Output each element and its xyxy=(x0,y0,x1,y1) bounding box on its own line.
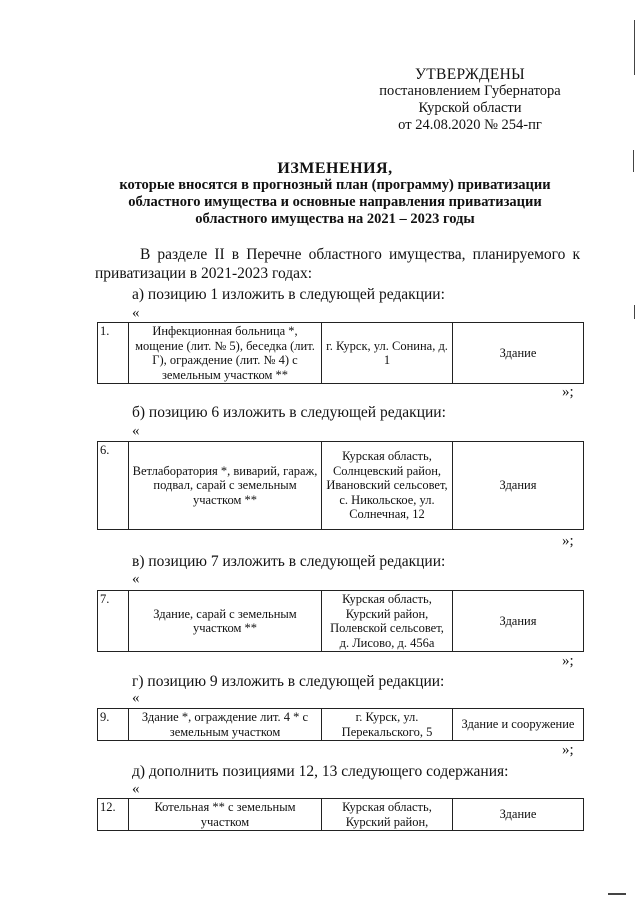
object-name: Ветлаборатория *, виварий, гараж, подвал, сарай с земельным участком ** xyxy=(129,442,322,530)
approval-line-2: Курской области xyxy=(418,100,522,116)
object-type: Здания xyxy=(453,442,584,530)
position-table-1 xyxy=(97,322,584,384)
object-address: Курская область, Курский район, Полевской сельсовет, д. Лисово, д. 456а xyxy=(322,591,453,652)
object-address: Курская область, Солнцевский район, Ивановский сельсовет, с. Никольское, ул. Солнечная, 12 xyxy=(322,442,453,530)
approval-line-3: от 24.08.2020 № 254-пг xyxy=(398,117,542,133)
position-number: 1. xyxy=(98,323,129,384)
object-type: Здание xyxy=(453,799,584,831)
document-title xyxy=(70,160,600,228)
approval-heading: УТВЕРЖДЕНЫ xyxy=(415,66,525,83)
scan-edge-mark xyxy=(608,893,626,895)
title-line-2: областного имущества и основные направления приватизации xyxy=(128,194,542,210)
approval-line-1: постановлением Губернатора xyxy=(379,83,561,99)
table-row xyxy=(98,799,584,831)
title-heading: ИЗМЕНЕНИЯ, xyxy=(277,160,393,177)
quote-open: « xyxy=(132,305,140,321)
quote-open: « xyxy=(132,781,140,797)
object-address: Курская область, Курский район, xyxy=(322,799,453,831)
instruction-b: б) позицию 6 изложить в следующей редакции: xyxy=(132,404,446,421)
table-row xyxy=(98,442,584,530)
quote-open: « xyxy=(132,423,140,439)
approval-block xyxy=(330,66,610,134)
object-address: г. Курск, ул. Сонина, д. 1 xyxy=(322,323,453,384)
instruction-c: в) позицию 7 изложить в следующей редакции: xyxy=(132,553,446,570)
position-table-12 xyxy=(97,798,584,831)
quote-close: »; xyxy=(562,384,574,400)
scan-edge-mark xyxy=(633,150,634,172)
object-type: Здание и сооружение xyxy=(453,709,584,741)
instruction-a: а) позицию 1 изложить в следующей редакции: xyxy=(132,286,445,303)
position-number: 9. xyxy=(98,709,129,741)
quote-close: »; xyxy=(562,742,574,758)
position-number: 7. xyxy=(98,591,129,652)
object-type: Здание xyxy=(453,323,584,384)
object-name: Здание *, ограждение лит. 4 * с земельным участком xyxy=(129,709,322,741)
quote-open: « xyxy=(132,571,140,587)
title-line-1: которые вносятся в прогнозный план (программу) приватизации xyxy=(119,177,551,193)
object-name: Инфекционная больница *, мощение (лит. № 5), беседка (лит. Г), ограждение (лит. № 4) с земельным участком ** xyxy=(129,323,322,384)
quote-close: »; xyxy=(562,533,574,549)
instruction-e: д) дополнить позициями 12, 13 следующего содержания: xyxy=(132,763,509,780)
object-name: Здание, сарай с земельным участком ** xyxy=(129,591,322,652)
instruction-d: г) позицию 9 изложить в следующей редакции: xyxy=(132,673,445,690)
object-address: г. Курск, ул. Перекальского, 5 xyxy=(322,709,453,741)
table-row xyxy=(98,709,584,741)
table-row xyxy=(98,591,584,652)
position-number: 12. xyxy=(98,799,129,831)
table-row xyxy=(98,323,584,384)
position-number: 6. xyxy=(98,442,129,530)
position-table-9 xyxy=(97,708,584,741)
position-table-7 xyxy=(97,590,584,652)
position-table-6 xyxy=(97,441,584,530)
title-line-3: областного имущества на 2021 – 2023 годы xyxy=(195,211,475,227)
quote-open: « xyxy=(132,690,140,706)
object-type: Здания xyxy=(453,591,584,652)
intro-paragraph: В разделе II в Перечне областного имущества, планируемого к приватизации в 2021-2023 годах: xyxy=(95,246,580,282)
quote-close: »; xyxy=(562,653,574,669)
scan-edge-mark xyxy=(634,20,635,75)
scan-edge-mark xyxy=(634,305,635,319)
object-name: Котельная ** с земельным участком xyxy=(129,799,322,831)
